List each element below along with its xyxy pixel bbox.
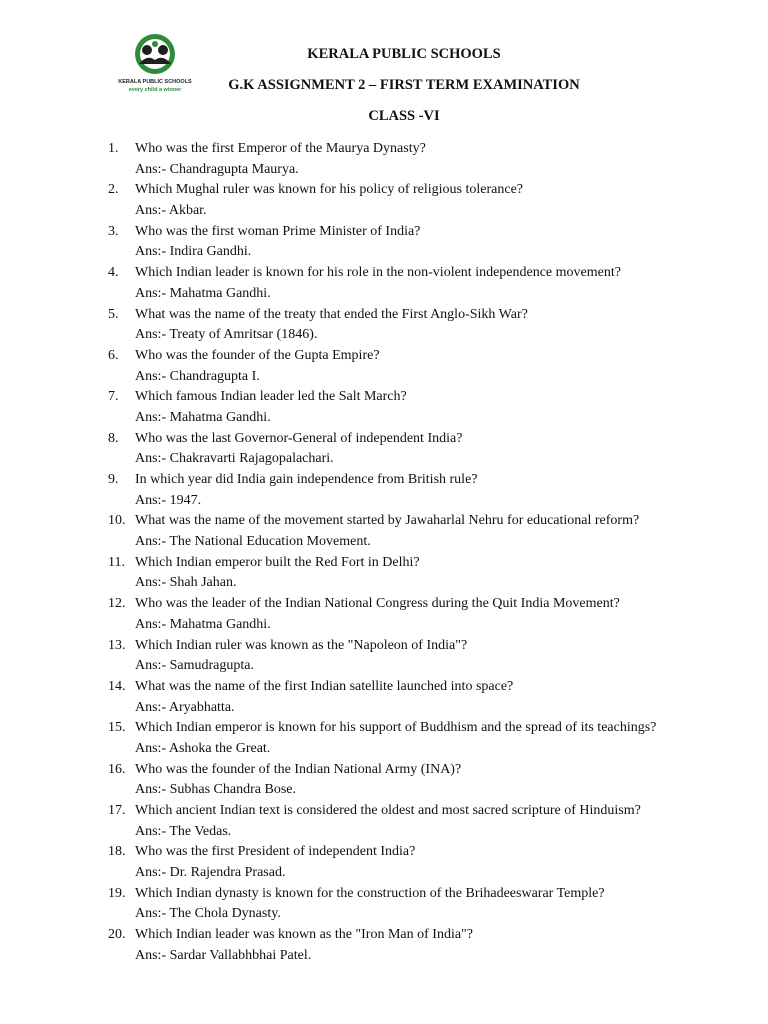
answer-text: Ans:- Aryabhatta. xyxy=(135,699,235,715)
question-item xyxy=(108,884,748,925)
answer-text: Ans:- Akbar. xyxy=(135,203,207,219)
question-number: 7. xyxy=(108,389,119,405)
question-item xyxy=(108,180,748,221)
question-number: 8. xyxy=(108,430,119,446)
question-number: 12. xyxy=(108,596,126,612)
question-number: 16. xyxy=(108,761,126,777)
question-item xyxy=(108,305,748,346)
answer-text: Ans:- The National Education Movement. xyxy=(135,534,371,550)
answer-text: Ans:- The Vedas. xyxy=(135,823,232,839)
school-name: KERALA PUBLIC SCHOOLS xyxy=(307,46,501,62)
question-text: Which Mughal ruler was known for his policy of religious tolerance? xyxy=(135,182,524,198)
question-number: 18. xyxy=(108,844,126,860)
question-text: Who was the first President of independent India? xyxy=(135,844,416,860)
question-number: 11. xyxy=(108,554,125,570)
question-number: 15. xyxy=(108,720,126,736)
question-text: Which Indian emperor built the Red Fort in Delhi? xyxy=(135,554,420,570)
assignment-title: G.K ASSIGNMENT 2 – FIRST TERM EXAMINATION xyxy=(228,77,580,93)
question-item xyxy=(108,139,748,180)
question-text: Which ancient Indian text is considered the oldest and most sacred scripture of Hinduism? xyxy=(135,803,641,818)
answer-text: Ans:- Mahatma Gandhi. xyxy=(135,285,271,301)
question-item xyxy=(108,470,748,511)
answer-text: Ans:- Indira Gandhi. xyxy=(135,244,252,260)
question-text: Which Indian leader was known as the "Iron Man of India"? xyxy=(135,927,473,943)
question-number: 4. xyxy=(108,265,119,281)
answer-text: Ans:- Chakravarti Rajagopalachari. xyxy=(135,451,334,467)
question-text: In which year did India gain independence from British rule? xyxy=(135,472,478,487)
question-number: 17. xyxy=(108,803,126,818)
question-number: 9. xyxy=(108,472,119,487)
question-item xyxy=(108,553,748,594)
answer-text: Ans:- Mahatma Gandhi. xyxy=(135,616,271,632)
question-text: Which Indian emperor is known for his support of Buddhism and the spread of its teachings? xyxy=(135,720,657,736)
question-item xyxy=(108,594,748,635)
question-number: 13. xyxy=(108,637,126,653)
question-item xyxy=(108,636,748,677)
question-text: What was the name of the treaty that ended the First Anglo-Sikh War? xyxy=(135,306,528,322)
question-item xyxy=(108,387,748,428)
question-text: Who was the founder of the Gupta Empire? xyxy=(135,347,380,363)
question-text: Who was the leader of the Indian National Congress during the Quit India Movement? xyxy=(135,596,620,612)
question-item xyxy=(108,677,748,718)
question-text: What was the name of the movement started by Jawaharlal Nehru for educational reform? xyxy=(135,513,640,529)
question-number: 6. xyxy=(108,347,119,363)
question-item xyxy=(108,925,748,966)
answer-text: Ans:- The Chola Dynasty. xyxy=(135,906,281,922)
question-item xyxy=(108,263,748,304)
question-number: 5. xyxy=(108,306,119,322)
logo-tagline: every child a winner xyxy=(128,87,182,93)
class-label: CLASS -VI xyxy=(368,108,440,124)
question-text: Which Indian leader is known for his role in the non-violent independence movement? xyxy=(135,265,621,281)
question-item xyxy=(108,801,748,842)
answer-text: Ans:- Chandragupta I. xyxy=(135,368,260,384)
answer-text: Ans:- 1947. xyxy=(135,492,202,508)
question-text: Who was the founder of the Indian National Army (INA)? xyxy=(135,761,462,777)
question-text: What was the name of the first Indian satellite launched into space? xyxy=(135,678,514,694)
question-item xyxy=(108,760,748,801)
question-item xyxy=(108,346,748,387)
question-text: Who was the last Governor-General of independent India? xyxy=(135,430,463,446)
answer-text: Ans:- Treaty of Amritsar (1846). xyxy=(135,327,318,343)
answer-text: Ans:- Samudragupta. xyxy=(135,658,254,674)
question-item xyxy=(108,222,748,263)
question-number: 2. xyxy=(108,182,119,198)
question-number: 1. xyxy=(108,141,119,156)
question-text: Which Indian ruler was known as the "Napoleon of India"? xyxy=(135,637,468,653)
answer-text: Ans:- Dr. Rajendra Prasad. xyxy=(135,865,286,881)
question-text: Which famous Indian leader led the Salt March? xyxy=(135,389,407,405)
question-number: 20. xyxy=(108,927,126,943)
question-number: 14. xyxy=(108,678,126,694)
question-number: 10. xyxy=(108,513,126,529)
question-text: Who was the first Emperor of the Maurya Dynasty? xyxy=(135,141,426,156)
question-item xyxy=(108,429,748,470)
question-text: Who was the first woman Prime Minister of India? xyxy=(135,223,421,239)
question-list xyxy=(108,139,748,967)
answer-text: Ans:- Ashoka the Great. xyxy=(135,740,271,756)
answer-text: Ans:- Mahatma Gandhi. xyxy=(135,409,271,425)
answer-text: Ans:- Chandragupta Maurya. xyxy=(135,161,299,177)
question-number: 3. xyxy=(108,223,119,239)
logo-text: KERALA PUBLIC SCHOOLS xyxy=(118,79,192,85)
question-number: 19. xyxy=(108,885,126,901)
question-item xyxy=(108,842,748,883)
answer-text: Ans:- Shah Jahan. xyxy=(135,575,237,591)
question-item xyxy=(108,511,748,552)
question-item xyxy=(108,718,748,759)
answer-text: Ans:- Subhas Chandra Bose. xyxy=(135,782,296,798)
question-text: Which Indian dynasty is known for the construction of the Brihadeeswarar Temple? xyxy=(135,885,605,901)
answer-text: Ans:- Sardar Vallabhbhai Patel. xyxy=(135,947,312,963)
